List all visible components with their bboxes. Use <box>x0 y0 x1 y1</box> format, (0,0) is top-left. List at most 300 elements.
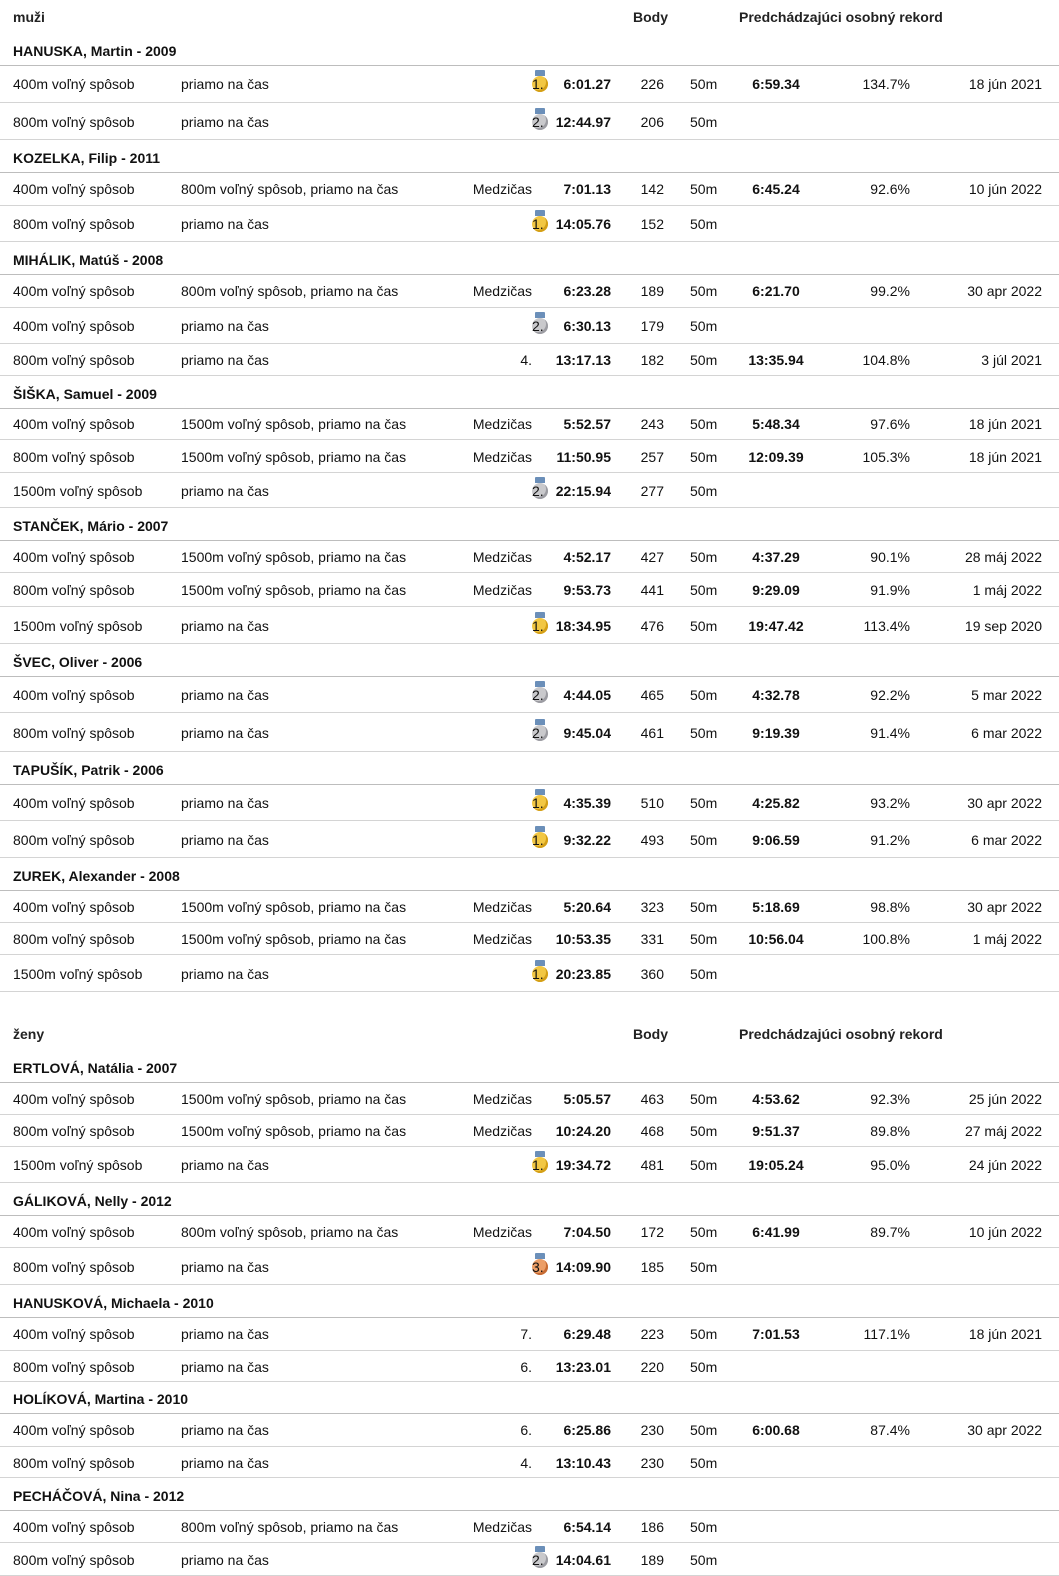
swim-time: 18:34.95 <box>555 617 611 634</box>
points: 206 <box>640 113 664 130</box>
swim-time: 9:32.22 <box>563 831 611 848</box>
race-type: priamo na čas <box>181 724 269 741</box>
points: 186 <box>640 1518 664 1535</box>
pool-length: 50m <box>690 181 718 197</box>
pool-length: 50m <box>690 416 718 432</box>
race-type: priamo na čas <box>181 352 269 368</box>
event-name: 400m voľný spôsob <box>13 1090 135 1107</box>
place: 1. <box>532 617 544 634</box>
place: 3. <box>532 1258 544 1275</box>
points: 493 <box>640 831 664 848</box>
record-date: 25 jún 2022 <box>968 1090 1042 1107</box>
previous-best-time: 6:59.34 <box>752 76 800 92</box>
swim-time: 6:30.13 <box>563 318 611 334</box>
race-type: 1500m voľný spôsob, priamo na čas <box>181 582 407 598</box>
swim-time: 20:23.85 <box>555 965 611 982</box>
points: 179 <box>640 318 664 334</box>
record-date: 18 jún 2021 <box>968 1326 1042 1342</box>
section-title: ženy <box>13 1026 45 1042</box>
race-type: 1500m voľný spôsob, priamo na čas <box>181 548 407 565</box>
event-name: 800m voľný spôsob <box>13 831 135 848</box>
result-row <box>0 677 1059 713</box>
percent-of-best: 91.2% <box>870 831 910 848</box>
result-row <box>0 173 1059 206</box>
event-name: 800m voľný spôsob <box>13 1123 135 1139</box>
record-date: 19 sep 2020 <box>964 617 1042 634</box>
points: 427 <box>640 548 664 565</box>
result-row <box>0 207 1059 242</box>
section-title: muži <box>13 9 45 25</box>
place: 1. <box>532 1157 544 1173</box>
previous-best-time: 12:09.39 <box>748 448 804 465</box>
record-date: 6 mar 2022 <box>971 831 1042 848</box>
place-cell: Medzičas <box>472 582 532 598</box>
athlete-name: HOLÍKOVÁ, Martina - 2010 <box>13 1391 189 1407</box>
swim-time: 13:23.01 <box>555 1358 611 1375</box>
place-cell: 4. <box>520 352 532 368</box>
athlete-name: GÁLIKOVÁ, Nelly - 2012 <box>13 1193 172 1209</box>
pool-length: 50m <box>690 1422 718 1438</box>
pool-length: 50m <box>690 831 718 848</box>
pool-length: 50m <box>690 617 718 634</box>
previous-best-time: 5:18.69 <box>752 898 800 915</box>
event-name: 400m voľný spôsob <box>13 686 135 703</box>
pool-length: 50m <box>690 76 718 92</box>
swim-time: 13:10.43 <box>555 1454 611 1471</box>
athlete-header <box>0 377 1059 409</box>
swim-time: 6:01.27 <box>563 76 611 92</box>
event-name: 1500m voľný spôsob <box>13 1157 143 1173</box>
record-date: 18 jún 2021 <box>968 416 1042 432</box>
event-name: 400m voľný spôsob <box>13 1326 135 1342</box>
points: 468 <box>640 1123 664 1139</box>
race-type: 800m voľný spôsob, priamo na čas <box>181 1518 399 1535</box>
place: 1. <box>532 76 544 92</box>
event-name: 400m voľný spôsob <box>13 318 135 334</box>
race-type: 800m voľný spôsob, priamo na čas <box>181 1223 399 1240</box>
result-row <box>0 608 1059 644</box>
athlete-header <box>0 34 1059 66</box>
place: 2. <box>532 724 544 741</box>
percent-of-best: 99.2% <box>870 283 910 299</box>
record-date: 28 máj 2022 <box>964 548 1042 565</box>
place: 2. <box>532 482 544 499</box>
pool-length: 50m <box>690 318 718 334</box>
points: 189 <box>640 283 664 299</box>
points: 360 <box>640 965 664 982</box>
previous-best-time: 6:45.24 <box>752 181 800 197</box>
result-row <box>0 574 1059 607</box>
result-row <box>0 822 1059 858</box>
pool-length: 50m <box>690 1551 718 1568</box>
race-type: priamo na čas <box>181 1551 269 1568</box>
pool-length: 50m <box>690 482 718 499</box>
place-cell: 4. <box>520 1454 532 1471</box>
place-cell: Medzičas <box>472 931 532 947</box>
record-date: 1 máj 2022 <box>972 931 1042 947</box>
place-cell: Medzičas <box>472 416 532 432</box>
record-date: 30 apr 2022 <box>967 898 1042 915</box>
swim-time: 19:34.72 <box>555 1157 611 1173</box>
points: 142 <box>640 181 664 197</box>
previous-best-time: 6:00.68 <box>752 1422 800 1438</box>
pool-length: 50m <box>690 898 718 915</box>
event-name: 1500m voľný spôsob <box>13 965 143 982</box>
event-name: 400m voľný spôsob <box>13 898 135 915</box>
swim-time: 6:25.86 <box>563 1422 611 1438</box>
event-name: 800m voľný spôsob <box>13 1358 135 1375</box>
pool-length: 50m <box>690 283 718 299</box>
event-name: 800m voľný spôsob <box>13 448 135 465</box>
percent-of-best: 95.0% <box>870 1157 910 1173</box>
result-row <box>0 1414 1059 1447</box>
event-name: 400m voľný spôsob <box>13 794 135 811</box>
event-name: 400m voľný spôsob <box>13 1422 135 1438</box>
record-date: 27 máj 2022 <box>964 1123 1042 1139</box>
place: 2. <box>532 1551 544 1568</box>
event-name: 400m voľný spôsob <box>13 1223 135 1240</box>
percent-of-best: 100.8% <box>862 931 910 947</box>
swim-time: 10:24.20 <box>555 1123 611 1139</box>
event-name: 400m voľný spôsob <box>13 76 135 92</box>
place-cell: Medzičas <box>472 548 532 565</box>
pool-length: 50m <box>690 931 718 947</box>
pool-length: 50m <box>690 794 718 811</box>
percent-of-best: 89.7% <box>870 1223 910 1240</box>
result-row <box>0 891 1059 923</box>
result-row <box>0 1116 1059 1147</box>
pool-length: 50m <box>690 216 718 232</box>
result-row <box>0 104 1059 140</box>
record-date: 24 jún 2022 <box>968 1157 1042 1173</box>
athlete-name: HANUSKOVÁ, Michaela - 2010 <box>13 1295 214 1311</box>
points: 172 <box>640 1223 664 1240</box>
athlete-name: PECHÁČOVÁ, Nina - 2012 <box>13 1488 185 1504</box>
place-cell: Medzičas <box>472 448 532 465</box>
percent-of-best: 91.4% <box>870 724 910 741</box>
swim-time: 9:45.04 <box>563 724 611 741</box>
athlete-header <box>0 1051 1059 1083</box>
race-type: 1500m voľný spôsob, priamo na čas <box>181 1123 407 1139</box>
points: 461 <box>640 724 664 741</box>
section-header <box>0 1017 1059 1051</box>
race-type: priamo na čas <box>181 113 269 130</box>
points: 481 <box>640 1157 664 1173</box>
previous-best-time: 4:37.29 <box>752 548 800 565</box>
race-type: priamo na čas <box>181 686 269 703</box>
percent-of-best: 92.6% <box>870 181 910 197</box>
percent-of-best: 92.3% <box>870 1090 910 1107</box>
points: 510 <box>640 794 664 811</box>
swim-time: 14:04.61 <box>555 1551 611 1568</box>
athlete-header <box>0 753 1059 785</box>
record-date: 10 jún 2022 <box>968 1223 1042 1240</box>
place-cell: Medzičas <box>472 283 532 299</box>
athlete-header <box>0 859 1059 891</box>
race-type: 1500m voľný spôsob, priamo na čas <box>181 416 407 432</box>
athlete-header <box>0 1479 1059 1511</box>
place: 2. <box>532 686 544 703</box>
result-row <box>0 66 1059 103</box>
previous-best-time: 9:51.37 <box>752 1123 800 1139</box>
event-name: 400m voľný spôsob <box>13 181 135 197</box>
race-type: 800m voľný spôsob, priamo na čas <box>181 283 399 299</box>
race-type: priamo na čas <box>181 831 269 848</box>
result-row <box>0 785 1059 821</box>
pool-length: 50m <box>690 1518 718 1535</box>
event-name: 800m voľný spôsob <box>13 113 135 130</box>
race-type: priamo na čas <box>181 76 269 92</box>
place-cell: Medzičas <box>472 181 532 197</box>
place: 2. <box>532 113 544 130</box>
race-type: 1500m voľný spôsob, priamo na čas <box>181 1090 407 1107</box>
points: 441 <box>640 582 664 598</box>
result-row <box>0 1318 1059 1351</box>
swim-time: 6:29.48 <box>563 1326 611 1342</box>
place-cell: Medzičas <box>472 898 532 915</box>
race-type: 1500m voľný spôsob, priamo na čas <box>181 931 407 947</box>
percent-of-best: 87.4% <box>870 1422 910 1438</box>
event-name: 400m voľný spôsob <box>13 548 135 565</box>
record-date: 6 mar 2022 <box>971 724 1042 741</box>
points: 223 <box>640 1326 664 1342</box>
percent-of-best: 98.8% <box>870 898 910 915</box>
percent-of-best: 113.4% <box>863 617 910 634</box>
result-row <box>0 1511 1059 1543</box>
place: 2. <box>532 318 544 334</box>
race-type: priamo na čas <box>181 318 269 334</box>
swim-time: 5:20.64 <box>563 898 611 915</box>
swim-time: 7:01.13 <box>563 181 611 197</box>
swim-time: 9:53.73 <box>563 582 611 598</box>
points: 257 <box>640 448 664 465</box>
swim-time: 5:05.57 <box>563 1090 611 1107</box>
previous-best-time: 19:47.42 <box>748 617 804 634</box>
percent-of-best: 90.1% <box>870 548 910 565</box>
percent-of-best: 104.8% <box>862 352 910 368</box>
athlete-name: TAPUŠÍK, Patrik - 2006 <box>13 762 164 778</box>
race-type: priamo na čas <box>181 794 269 811</box>
previous-best-time: 4:25.82 <box>752 794 800 811</box>
result-row <box>0 1216 1059 1248</box>
record-date: 30 apr 2022 <box>967 1422 1042 1438</box>
points: 189 <box>640 1551 664 1568</box>
athlete-header <box>0 243 1059 275</box>
percent-of-best: 93.2% <box>870 794 910 811</box>
previous-best-time: 5:48.34 <box>752 416 800 432</box>
pool-length: 50m <box>690 1326 718 1342</box>
athlete-header <box>0 509 1059 541</box>
race-type: priamo na čas <box>181 1258 269 1275</box>
record-date: 1 máj 2022 <box>972 582 1042 598</box>
previous-best-time: 9:29.09 <box>752 582 800 598</box>
swim-time: 13:17.13 <box>555 352 611 368</box>
place: 1. <box>532 794 544 811</box>
points: 243 <box>640 416 664 432</box>
race-type: priamo na čas <box>181 965 269 982</box>
event-name: 800m voľný spôsob <box>13 1258 135 1275</box>
record-date: 18 jún 2021 <box>968 76 1042 92</box>
place-cell: 7. <box>520 1326 532 1342</box>
athlete-name: ŠVEC, Oliver - 2006 <box>13 654 143 670</box>
place: 1. <box>532 965 544 982</box>
race-type: priamo na čas <box>181 1157 269 1173</box>
previous-best-time: 9:19.39 <box>752 724 800 741</box>
swim-time: 4:44.05 <box>563 686 611 703</box>
athlete-name: MIHÁLIK, Matúš - 2008 <box>13 252 164 268</box>
race-type: priamo na čas <box>181 1454 269 1471</box>
section-header <box>0 0 1059 34</box>
event-name: 1500m voľný spôsob <box>13 482 143 499</box>
result-row <box>0 309 1059 344</box>
swim-time: 6:54.14 <box>563 1518 611 1535</box>
athlete-name: ŠIŠKA, Samuel - 2009 <box>13 386 157 402</box>
result-row <box>0 1148 1059 1183</box>
event-name: 1500m voľný spôsob <box>13 617 143 634</box>
previous-best-time: 9:06.59 <box>752 831 800 848</box>
pool-length: 50m <box>690 724 718 741</box>
place-cell: Medzičas <box>472 1090 532 1107</box>
percent-of-best: 105.3% <box>862 448 910 465</box>
race-type: priamo na čas <box>181 1326 269 1342</box>
result-row <box>0 1544 1059 1576</box>
points: 463 <box>640 1090 664 1107</box>
swim-time: 4:35.39 <box>563 794 611 811</box>
percent-of-best: 92.2% <box>870 686 910 703</box>
swim-time: 11:50.95 <box>556 448 611 465</box>
event-name: 800m voľný spôsob <box>13 931 135 947</box>
race-type: priamo na čas <box>181 617 269 634</box>
record-date: 3 júl 2021 <box>981 352 1042 368</box>
event-name: 800m voľný spôsob <box>13 1551 135 1568</box>
event-name: 400m voľný spôsob <box>13 283 135 299</box>
race-type: priamo na čas <box>181 1422 269 1438</box>
result-row <box>0 474 1059 508</box>
previous-best-time: 4:32.78 <box>752 686 800 703</box>
pool-length: 50m <box>690 1223 718 1240</box>
athlete-header <box>0 1286 1059 1318</box>
pool-length: 50m <box>690 1258 718 1275</box>
swim-time: 5:52.57 <box>563 416 611 432</box>
record-date: 10 jún 2022 <box>968 181 1042 197</box>
pool-length: 50m <box>690 1157 718 1173</box>
points: 230 <box>640 1454 664 1471</box>
athlete-header <box>0 141 1059 173</box>
result-row <box>0 1448 1059 1478</box>
athlete-header <box>0 1382 1059 1414</box>
points: 220 <box>640 1358 664 1375</box>
points: 226 <box>640 76 664 92</box>
points: 185 <box>640 1258 664 1275</box>
athlete-name: ZUREK, Alexander - 2008 <box>13 868 180 884</box>
pool-length: 50m <box>690 1454 718 1471</box>
previous-best-time: 6:41.99 <box>752 1223 800 1240</box>
swim-time: 12:44.97 <box>555 113 611 130</box>
race-type: 800m voľný spôsob, priamo na čas <box>181 181 399 197</box>
race-type: 1500m voľný spôsob, priamo na čas <box>181 898 407 915</box>
record-date: 18 jún 2021 <box>968 448 1042 465</box>
race-type: 1500m voľný spôsob, priamo na čas <box>181 448 407 465</box>
swim-time: 14:05.76 <box>555 216 611 232</box>
previous-best-time: 7:01.53 <box>752 1326 800 1342</box>
place-cell: Medzičas <box>472 1123 532 1139</box>
previous-best-time: 4:53.62 <box>752 1090 800 1107</box>
points-column-header: Body <box>633 1026 668 1042</box>
result-row <box>0 441 1059 473</box>
result-row <box>0 541 1059 573</box>
race-type: priamo na čas <box>181 482 269 499</box>
points: 465 <box>640 686 664 703</box>
athlete-header <box>0 645 1059 677</box>
percent-of-best: 134.7% <box>862 76 910 92</box>
pool-length: 50m <box>690 582 718 598</box>
swim-time: 4:52.17 <box>563 548 611 565</box>
swim-time: 10:53.35 <box>555 931 611 947</box>
swim-time: 14:09.90 <box>555 1258 611 1275</box>
pool-length: 50m <box>690 1358 718 1375</box>
event-name: 800m voľný spôsob <box>13 216 135 232</box>
place-cell: 6. <box>520 1358 532 1375</box>
previous-best-time: 10:56.04 <box>748 931 804 947</box>
event-name: 800m voľný spôsob <box>13 1454 135 1471</box>
points: 277 <box>640 482 664 499</box>
athlete-name: KOZELKA, Filip - 2011 <box>13 150 161 166</box>
pool-length: 50m <box>690 965 718 982</box>
previous-best-time: 13:35.94 <box>748 352 804 368</box>
result-row <box>0 1083 1059 1115</box>
result-row <box>0 924 1059 955</box>
place-cell: Medzičas <box>472 1223 532 1240</box>
result-row <box>0 409 1059 440</box>
race-type: priamo na čas <box>181 1358 269 1375</box>
previous-best-time: 6:21.70 <box>752 283 800 299</box>
personal-record-column-header: Predchádzajúci osobný rekord <box>739 1026 943 1042</box>
result-row <box>0 956 1059 992</box>
percent-of-best: 89.8% <box>870 1123 910 1139</box>
pool-length: 50m <box>690 686 718 703</box>
pool-length: 50m <box>690 352 718 368</box>
place: 1. <box>532 831 544 848</box>
points: 323 <box>640 898 664 915</box>
result-row <box>0 345 1059 376</box>
athlete-name: STANČEK, Mário - 2007 <box>13 518 169 534</box>
points-column-header: Body <box>633 9 668 25</box>
event-name: 800m voľný spôsob <box>13 352 135 368</box>
record-date: 30 apr 2022 <box>967 794 1042 811</box>
pool-length: 50m <box>690 548 718 565</box>
result-row <box>0 714 1059 752</box>
result-row <box>0 1352 1059 1382</box>
pool-length: 50m <box>690 1090 718 1107</box>
swim-time: 22:15.94 <box>555 482 611 499</box>
event-name: 800m voľný spôsob <box>13 724 135 741</box>
record-date: 30 apr 2022 <box>967 283 1042 299</box>
points: 182 <box>640 352 664 368</box>
swim-time: 6:23.28 <box>563 283 611 299</box>
event-name: 400m voľný spôsob <box>13 1518 135 1535</box>
athlete-name: HANUSKA, Martin - 2009 <box>13 43 177 59</box>
percent-of-best: 117.1% <box>863 1326 910 1342</box>
record-date: 5 mar 2022 <box>971 686 1042 703</box>
percent-of-best: 91.9% <box>870 582 910 598</box>
result-row <box>0 1249 1059 1285</box>
place-cell: 6. <box>520 1422 532 1438</box>
points: 230 <box>640 1422 664 1438</box>
previous-best-time: 19:05.24 <box>748 1157 804 1173</box>
result-row <box>0 275 1059 308</box>
points: 476 <box>640 617 664 634</box>
athlete-name: ERTLOVÁ, Natália - 2007 <box>13 1060 178 1076</box>
